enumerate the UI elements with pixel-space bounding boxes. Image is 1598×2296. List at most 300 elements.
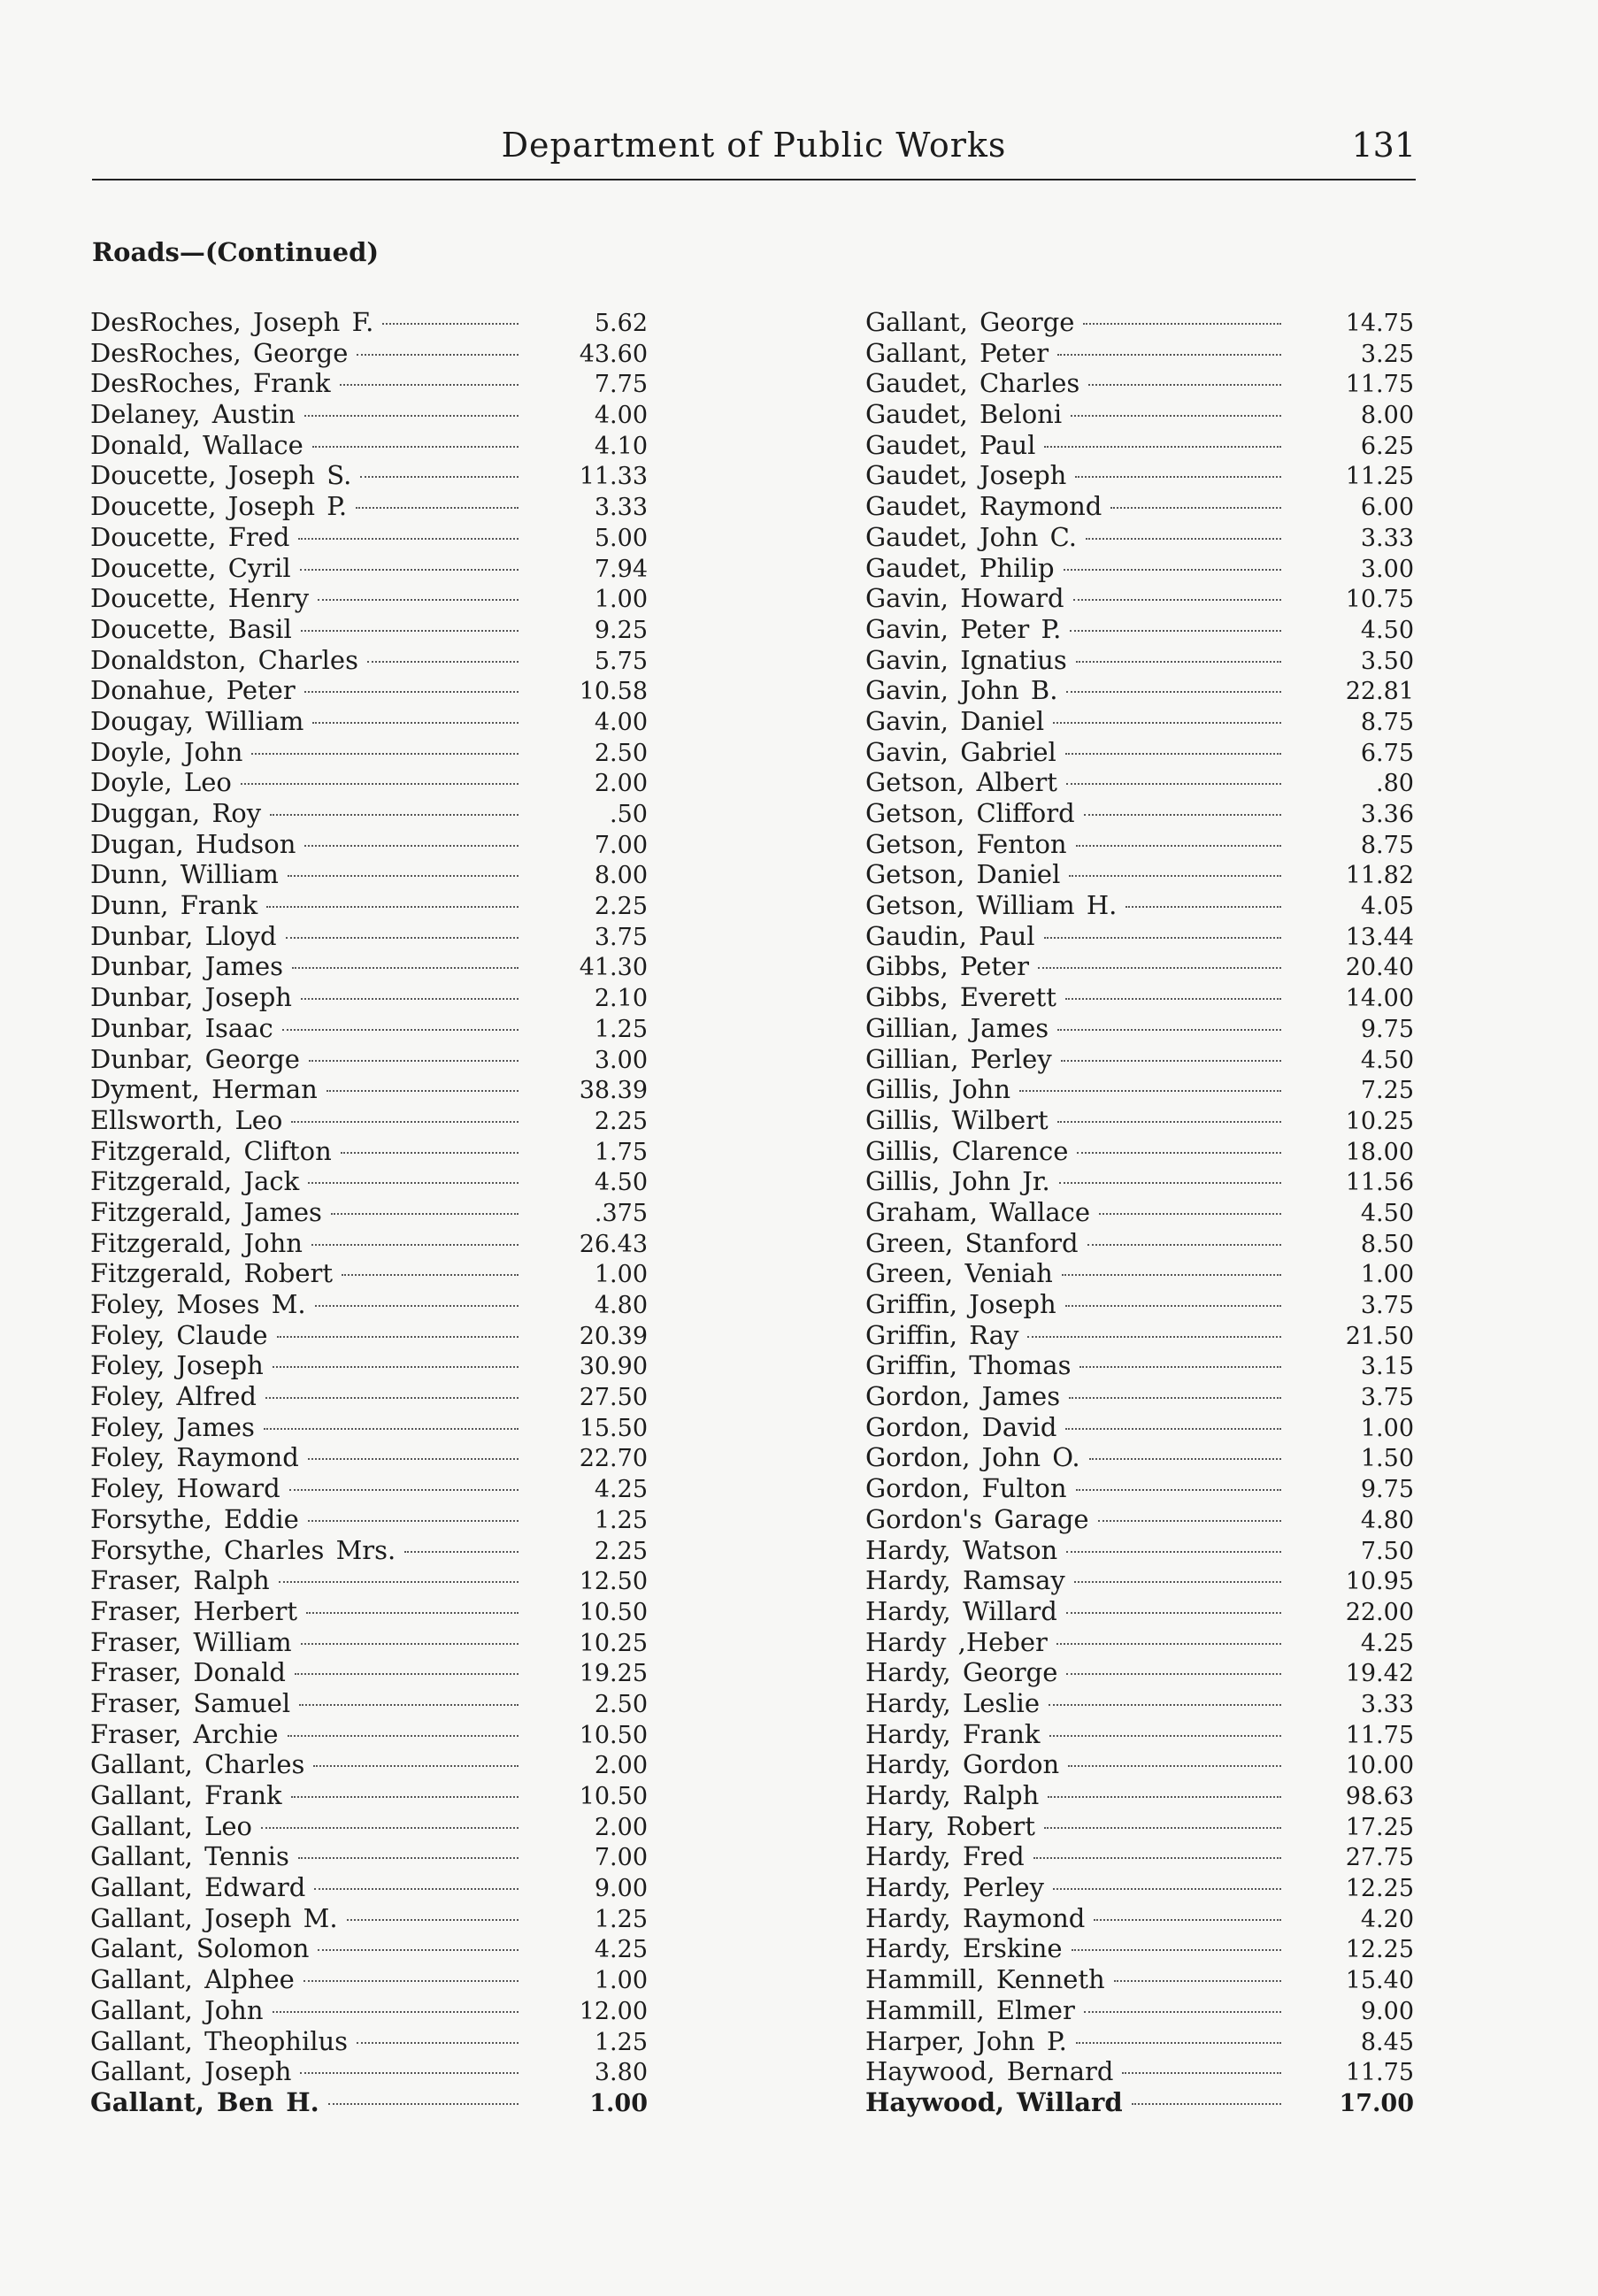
list-item bbox=[865, 614, 1414, 645]
payee-name: Dunbar, Joseph bbox=[90, 982, 292, 1013]
payment-amount: 13.44 bbox=[1345, 923, 1414, 951]
list-item bbox=[865, 798, 1414, 829]
list-item bbox=[865, 1504, 1414, 1535]
list-item bbox=[865, 1044, 1414, 1075]
list-item bbox=[865, 1657, 1414, 1688]
dot-leader bbox=[1087, 1244, 1281, 1246]
list-item bbox=[90, 921, 648, 952]
payee-name: Gallant, Edward bbox=[90, 1872, 306, 1903]
payment-amount: 2.25 bbox=[594, 893, 648, 921]
list-item bbox=[865, 522, 1414, 553]
dot-leader bbox=[1044, 446, 1281, 448]
payment-amount: 10.25 bbox=[579, 1629, 648, 1657]
list-item bbox=[90, 368, 648, 399]
list-item bbox=[865, 1780, 1414, 1811]
payment-amount: 7.75 bbox=[594, 371, 648, 399]
payment-amount: 6.00 bbox=[1360, 494, 1414, 522]
payment-amount: 10.50 bbox=[579, 1721, 648, 1749]
payment-amount: 6.75 bbox=[1360, 739, 1414, 767]
payee-name: Foley, Howard bbox=[90, 1473, 280, 1504]
payee-name: Hardy, Fred bbox=[865, 1841, 1025, 1872]
dot-leader bbox=[1044, 1827, 1281, 1829]
list-item bbox=[90, 951, 648, 982]
dot-leader bbox=[308, 1458, 519, 1460]
list-item bbox=[865, 829, 1414, 860]
payee-name: Dunbar, George bbox=[90, 1043, 300, 1074]
payee-name: Green, Veniah bbox=[865, 1258, 1053, 1289]
payee-name: Gavin, Peter P. bbox=[865, 613, 1062, 644]
payee-name: Graham, Wallace bbox=[865, 1196, 1091, 1227]
payment-amount: 4.50 bbox=[1360, 1199, 1414, 1227]
payee-name: Gillian, James bbox=[865, 1012, 1049, 1043]
list-item bbox=[90, 522, 648, 553]
dot-leader bbox=[1084, 814, 1281, 816]
dot-leader bbox=[291, 1796, 519, 1798]
payee-name: Doucette, Cyril bbox=[90, 552, 291, 583]
payment-amount: 5.62 bbox=[594, 310, 648, 337]
payment-amount: 3.00 bbox=[594, 1046, 648, 1074]
dot-leader bbox=[288, 1735, 519, 1737]
list-item bbox=[865, 1289, 1414, 1320]
payment-amount: 7.00 bbox=[594, 1844, 648, 1872]
dot-leader bbox=[367, 661, 519, 663]
dot-leader bbox=[1126, 906, 1281, 908]
payee-name: Foley, James bbox=[90, 1411, 255, 1442]
dot-leader bbox=[309, 1060, 519, 1062]
dot-leader bbox=[1075, 476, 1281, 478]
payment-amount: 2.25 bbox=[594, 1107, 648, 1135]
list-item bbox=[90, 1320, 648, 1351]
payment-amount: 1.75 bbox=[594, 1138, 648, 1166]
list-item bbox=[865, 767, 1414, 798]
dot-leader bbox=[1076, 1489, 1282, 1491]
dot-leader bbox=[1114, 1980, 1281, 1982]
list-item bbox=[90, 2056, 648, 2087]
payment-amount: 11.75 bbox=[1345, 2059, 1414, 2087]
dot-leader bbox=[273, 1366, 519, 1368]
dot-leader bbox=[1071, 415, 1281, 417]
payment-amount: 4.50 bbox=[1360, 1046, 1414, 1074]
dot-leader bbox=[1066, 1551, 1281, 1553]
list-item bbox=[90, 767, 648, 798]
dot-leader bbox=[327, 1090, 519, 1092]
payment-amount: 5.75 bbox=[594, 647, 648, 675]
list-item bbox=[90, 1627, 648, 1658]
payee-name: Gordon's Garage bbox=[865, 1503, 1089, 1534]
payee-name: Gallant, Frank bbox=[90, 1780, 282, 1810]
payee-name: Getson, Daniel bbox=[865, 859, 1061, 890]
list-item bbox=[90, 614, 648, 645]
payee-name: Dunn, Frank bbox=[90, 890, 258, 921]
dot-leader bbox=[1074, 1581, 1281, 1583]
payee-name: Gaudet, Beloni bbox=[865, 399, 1063, 430]
payment-amount: 4.80 bbox=[594, 1292, 648, 1319]
payment-amount: 3.00 bbox=[1360, 555, 1414, 583]
list-item bbox=[865, 1197, 1414, 1228]
payment-amount: 3.25 bbox=[1360, 340, 1414, 368]
dot-leader bbox=[1066, 1673, 1281, 1675]
payment-amount: 10.95 bbox=[1345, 1568, 1414, 1596]
list-item bbox=[90, 1136, 648, 1167]
list-item bbox=[90, 1933, 648, 1964]
payment-amount: 4.10 bbox=[594, 432, 648, 460]
payment-amount: 1.25 bbox=[594, 1015, 648, 1043]
payee-name: Gavin, John B. bbox=[865, 675, 1058, 706]
dot-leader bbox=[1084, 2011, 1281, 2013]
list-item bbox=[865, 1811, 1414, 1842]
dot-leader bbox=[1061, 1060, 1281, 1062]
payee-name: Fitzgerald, Clifton bbox=[90, 1135, 332, 1166]
page-header bbox=[92, 126, 1416, 180]
list-item bbox=[865, 737, 1414, 768]
dot-leader bbox=[288, 875, 519, 877]
payment-amount: 11.75 bbox=[1345, 1721, 1414, 1749]
dot-leader bbox=[1110, 507, 1281, 509]
payment-amount: 4.25 bbox=[1360, 1629, 1414, 1657]
dot-leader bbox=[303, 1980, 519, 1982]
dot-leader bbox=[261, 1827, 519, 1829]
payee-name: Getson, Albert bbox=[865, 767, 1057, 798]
list-item bbox=[90, 1995, 648, 2026]
payment-amount: 3.50 bbox=[1360, 647, 1414, 675]
payment-amount: 9.75 bbox=[1360, 1015, 1414, 1043]
list-item bbox=[865, 1688, 1414, 1719]
dot-leader bbox=[1076, 845, 1281, 847]
payee-name: Gallant, Joseph M. bbox=[90, 1902, 338, 1933]
list-item bbox=[90, 1074, 648, 1105]
payee-name: Gillis, John bbox=[865, 1074, 1011, 1105]
list-item bbox=[865, 1872, 1414, 1903]
payee-name: Donahue, Peter bbox=[90, 675, 296, 706]
dot-leader bbox=[404, 1551, 519, 1553]
payee-name: Donald, Wallace bbox=[90, 429, 303, 460]
payee-name: Getson, William H. bbox=[865, 890, 1118, 921]
list-item bbox=[865, 1350, 1414, 1381]
list-item bbox=[865, 921, 1414, 952]
list-item bbox=[865, 1719, 1414, 1750]
payee-name: Haywood, Willard bbox=[865, 2086, 1123, 2117]
dot-leader bbox=[298, 538, 519, 540]
payment-amount: 3.80 bbox=[594, 2059, 648, 2087]
payment-amount: 2.10 bbox=[594, 985, 648, 1013]
list-item bbox=[90, 1166, 648, 1197]
dot-leader bbox=[301, 998, 519, 1000]
payee-name: Gillian, Perley bbox=[865, 1043, 1052, 1074]
payee-name: Gavin, Howard bbox=[865, 583, 1064, 614]
payee-name: Gallant, Leo bbox=[90, 1810, 252, 1841]
payment-amount: 22.00 bbox=[1345, 1598, 1414, 1626]
dot-leader bbox=[1066, 1612, 1281, 1614]
payee-name: Griffin, Thomas bbox=[865, 1350, 1072, 1381]
payment-amount: 8.00 bbox=[594, 862, 648, 890]
dot-leader bbox=[1038, 967, 1281, 969]
payee-name: Gallant, John bbox=[90, 1994, 264, 2025]
payment-amount: 10.50 bbox=[579, 1783, 648, 1810]
dot-leader bbox=[1088, 384, 1281, 386]
dot-leader bbox=[264, 1428, 519, 1430]
dot-leader bbox=[1027, 1336, 1281, 1338]
dot-leader bbox=[1086, 538, 1281, 540]
payee-name: Doucette, Fred bbox=[90, 521, 290, 552]
payee-name: Getson, Clifford bbox=[865, 798, 1075, 828]
list-item bbox=[90, 1258, 648, 1289]
dot-leader bbox=[382, 323, 519, 325]
list-item bbox=[90, 1535, 648, 1566]
dot-leader bbox=[1048, 1796, 1281, 1798]
dot-leader bbox=[314, 1888, 519, 1890]
payment-amount: 4.05 bbox=[1360, 893, 1414, 921]
dot-leader bbox=[300, 569, 519, 571]
payee-name: Doucette, Henry bbox=[90, 583, 310, 614]
payee-name: Doucette, Joseph P. bbox=[90, 491, 348, 522]
dot-leader bbox=[312, 446, 519, 448]
payment-amount: 1.00 bbox=[594, 586, 648, 614]
payee-name: Gaudin, Paul bbox=[865, 920, 1035, 951]
payment-amount: 19.42 bbox=[1345, 1660, 1414, 1688]
list-item bbox=[865, 1473, 1414, 1504]
dot-leader bbox=[286, 937, 519, 939]
payee-name: Gallant, Theophilus bbox=[90, 2025, 349, 2056]
dot-leader bbox=[1065, 998, 1281, 1000]
list-item bbox=[90, 1780, 648, 1811]
list-item bbox=[90, 460, 648, 491]
payee-name: Gordon, David bbox=[865, 1411, 1057, 1442]
payment-amount: 2.50 bbox=[594, 1690, 648, 1718]
dot-leader bbox=[298, 1857, 519, 1859]
payee-name: Donaldston, Charles bbox=[90, 644, 358, 675]
list-item bbox=[90, 1657, 648, 1688]
payee-name: Duggan, Roy bbox=[90, 798, 262, 828]
payee-name: Gavin, Gabriel bbox=[865, 736, 1056, 767]
dot-leader bbox=[1019, 1090, 1281, 1092]
list-item bbox=[865, 1074, 1414, 1105]
list-item bbox=[865, 1442, 1414, 1473]
dot-leader bbox=[265, 1397, 519, 1399]
payment-amount: 10.58 bbox=[579, 678, 648, 706]
dot-leader bbox=[289, 1489, 519, 1491]
payee-name: Dugan, Hudson bbox=[90, 828, 296, 859]
payee-name: Dunbar, Lloyd bbox=[90, 920, 277, 951]
payment-amount: 4.25 bbox=[594, 1476, 648, 1504]
dot-leader bbox=[357, 2042, 519, 2044]
dot-leader bbox=[1099, 1213, 1281, 1215]
dot-leader bbox=[241, 783, 519, 785]
list-item bbox=[865, 491, 1414, 522]
payee-name: Gaudet, Paul bbox=[865, 429, 1036, 460]
payment-amount: 2.25 bbox=[594, 1537, 648, 1565]
dot-leader bbox=[1053, 722, 1281, 724]
dot-leader bbox=[356, 507, 519, 509]
payment-amount: 12.25 bbox=[1345, 1936, 1414, 1964]
dot-leader bbox=[1059, 1182, 1281, 1184]
payee-name: Hardy, Ralph bbox=[865, 1780, 1040, 1810]
list-item bbox=[865, 1596, 1414, 1627]
payee-name: Doyle, Leo bbox=[90, 767, 232, 798]
list-item bbox=[90, 798, 648, 829]
payee-name: Gibbs, Peter bbox=[865, 951, 1029, 982]
payee-name: Gaudet, John C. bbox=[865, 521, 1077, 552]
dot-leader bbox=[270, 814, 519, 816]
payment-amount: 30.90 bbox=[579, 1353, 648, 1381]
dot-leader bbox=[1079, 1366, 1281, 1368]
payment-amount: 11.25 bbox=[1345, 463, 1414, 491]
payment-amount: 11.82 bbox=[1345, 862, 1414, 890]
payment-amount: 10.50 bbox=[579, 1598, 648, 1626]
payee-name: DesRoches, George bbox=[90, 337, 349, 368]
payee-name: Gordon, James bbox=[865, 1381, 1061, 1412]
list-item bbox=[865, 399, 1414, 430]
list-item bbox=[865, 645, 1414, 676]
payee-name: Doucette, Basil bbox=[90, 613, 292, 644]
dot-leader bbox=[306, 1612, 519, 1614]
payment-amount: 1.00 bbox=[589, 2089, 648, 2117]
payee-name: Gibbs, Everett bbox=[865, 982, 1056, 1013]
dot-leader bbox=[340, 384, 519, 386]
payment-amount: 12.25 bbox=[1345, 1875, 1414, 1903]
payee-name: Gallant, Joseph bbox=[90, 2056, 292, 2087]
payment-amount: .50 bbox=[610, 801, 648, 828]
payment-amount: 4.50 bbox=[594, 1169, 648, 1197]
payment-amount: 22.81 bbox=[1345, 678, 1414, 706]
payee-name: Dyment, Herman bbox=[90, 1074, 318, 1105]
payee-name: Doucette, Joseph S. bbox=[90, 460, 352, 491]
payee-name: Harper, John P. bbox=[865, 2025, 1067, 2056]
list-item bbox=[90, 1504, 648, 1535]
dot-leader bbox=[266, 906, 519, 908]
payee-name: Dunn, William bbox=[90, 859, 279, 890]
list-item bbox=[865, 890, 1414, 921]
dot-leader bbox=[311, 1244, 519, 1246]
payee-name: Getson, Fenton bbox=[865, 828, 1067, 859]
payee-name: Gavin, Daniel bbox=[865, 705, 1045, 736]
payment-amount: 8.75 bbox=[1360, 708, 1414, 736]
right-column bbox=[865, 307, 1414, 2118]
payment-amount: 15.40 bbox=[1345, 1967, 1414, 1995]
payee-name: Haywood, Bernard bbox=[865, 2056, 1114, 2087]
dot-leader bbox=[291, 1121, 519, 1123]
payee-name: Gallant, Peter bbox=[865, 337, 1049, 368]
dot-leader bbox=[301, 630, 519, 632]
dot-leader bbox=[304, 691, 519, 693]
dot-leader bbox=[318, 599, 519, 601]
list-item bbox=[865, 706, 1414, 737]
payee-name: Gaudet, Joseph bbox=[865, 460, 1067, 491]
dot-leader bbox=[1069, 1397, 1281, 1399]
list-item bbox=[90, 982, 648, 1013]
payee-name: Griffin, Joseph bbox=[865, 1289, 1056, 1319]
list-item bbox=[90, 1442, 648, 1473]
payment-amount: 18.00 bbox=[1345, 1138, 1414, 1166]
list-item bbox=[90, 1197, 648, 1228]
list-item bbox=[865, 951, 1414, 982]
list-item bbox=[865, 1627, 1414, 1658]
payment-amount: 11.75 bbox=[1345, 371, 1414, 399]
section-heading: Roads—(Continued) bbox=[92, 237, 380, 267]
payee-name: Gaudet, Raymond bbox=[865, 491, 1102, 522]
payment-amount: 17.00 bbox=[1339, 2089, 1414, 2117]
list-item bbox=[865, 1166, 1414, 1197]
payee-name: Fraser, Ralph bbox=[90, 1565, 270, 1596]
list-item bbox=[90, 1289, 648, 1320]
dot-leader bbox=[1057, 1121, 1281, 1123]
dot-leader bbox=[1057, 1029, 1281, 1031]
payment-amount: 5.00 bbox=[594, 524, 648, 552]
dot-leader bbox=[341, 1152, 519, 1154]
payee-name: Hammill, Elmer bbox=[865, 1994, 1075, 2025]
payment-amount: 6.25 bbox=[1360, 432, 1414, 460]
list-item bbox=[865, 1412, 1414, 1443]
list-item bbox=[90, 583, 648, 614]
list-item bbox=[90, 1596, 648, 1627]
payee-name: Foley, Moses M. bbox=[90, 1289, 306, 1319]
list-item bbox=[865, 1903, 1414, 1934]
payee-name: Fraser, Samuel bbox=[90, 1687, 291, 1718]
payee-name: Fraser, William bbox=[90, 1626, 292, 1657]
list-item bbox=[865, 1535, 1414, 1566]
dot-leader bbox=[295, 1673, 519, 1675]
dot-leader bbox=[328, 2103, 519, 2105]
list-item bbox=[865, 1381, 1414, 1412]
payment-amount: 3.75 bbox=[1360, 1292, 1414, 1319]
payment-amount: 7.00 bbox=[594, 831, 648, 859]
payee-name: Foley, Claude bbox=[90, 1319, 268, 1350]
list-item bbox=[90, 1688, 648, 1719]
dot-leader bbox=[1089, 1458, 1281, 1460]
payee-name: Gallant, Ben H. bbox=[90, 2086, 319, 2117]
payment-amount: 20.40 bbox=[1345, 954, 1414, 982]
payment-amount: 8.50 bbox=[1360, 1230, 1414, 1258]
payee-name: Doyle, John bbox=[90, 736, 243, 767]
list-item bbox=[90, 1228, 648, 1259]
dot-leader bbox=[282, 1029, 519, 1031]
dot-leader bbox=[357, 354, 519, 356]
payment-amount: 17.25 bbox=[1345, 1813, 1414, 1841]
payee-name: Forsythe, Eddie bbox=[90, 1503, 299, 1534]
list-item bbox=[90, 1412, 648, 1443]
list-item bbox=[90, 645, 648, 676]
list-item bbox=[90, 890, 648, 921]
payment-amount: 3.33 bbox=[1360, 524, 1414, 552]
left-column bbox=[90, 307, 648, 2118]
payee-name: Fitzgerald, James bbox=[90, 1196, 322, 1227]
list-item bbox=[865, 1749, 1414, 1780]
list-item bbox=[865, 338, 1414, 369]
payment-amount: 26.43 bbox=[579, 1230, 648, 1258]
list-item bbox=[865, 982, 1414, 1013]
list-item bbox=[90, 675, 648, 706]
payee-name: Delaney, Austin bbox=[90, 399, 296, 430]
payment-amount: 9.25 bbox=[594, 616, 648, 644]
payee-name: Gillis, Clarence bbox=[865, 1135, 1069, 1166]
dot-leader bbox=[1044, 937, 1281, 939]
payee-name: Fitzgerald, John bbox=[90, 1227, 303, 1258]
dot-leader bbox=[1069, 875, 1281, 877]
dot-leader bbox=[1076, 661, 1281, 663]
payment-amount: 10.25 bbox=[1345, 1107, 1414, 1135]
list-item bbox=[865, 368, 1414, 399]
payee-name: Gallant, George bbox=[865, 307, 1075, 337]
list-item bbox=[865, 1565, 1414, 1596]
list-item bbox=[865, 1964, 1414, 1995]
payment-amount: 1.25 bbox=[594, 1905, 648, 1933]
payment-amount: 8.75 bbox=[1360, 831, 1414, 859]
payment-amount: 1.00 bbox=[1360, 1414, 1414, 1442]
dot-leader bbox=[1057, 354, 1281, 356]
dot-leader bbox=[342, 1274, 519, 1276]
list-item bbox=[90, 1044, 648, 1075]
payment-amount: 41.30 bbox=[579, 954, 648, 982]
payment-amount: 8.45 bbox=[1360, 2028, 1414, 2056]
